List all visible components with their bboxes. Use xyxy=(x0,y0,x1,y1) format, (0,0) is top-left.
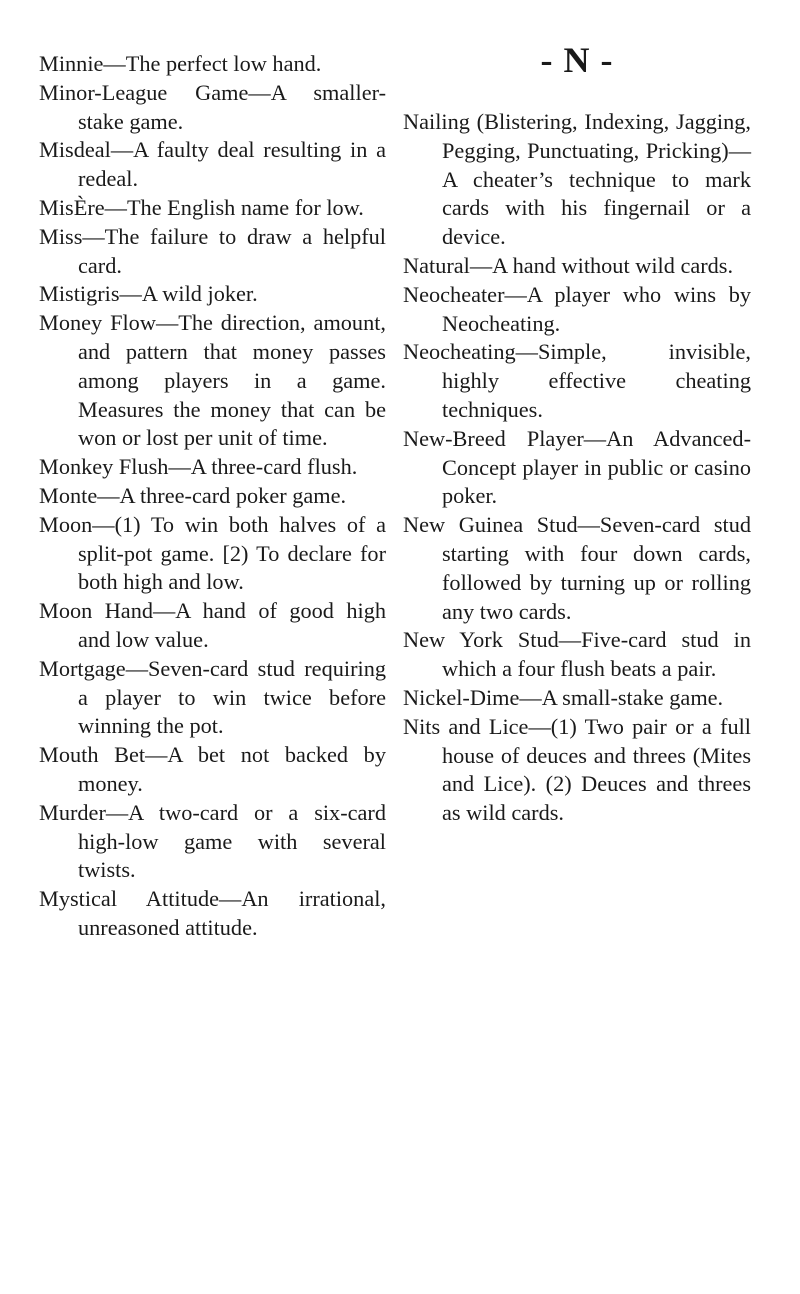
entry-term: Monkey Flush xyxy=(39,454,169,480)
entry-definition: An Advanced-Concept player in public or casino poker. xyxy=(442,425,751,509)
entry-term: Murder xyxy=(39,799,106,825)
entry-term: Nickel-Dime xyxy=(403,684,520,710)
entry-definition: A three-card poker game. xyxy=(119,482,347,508)
entry-separator: — xyxy=(92,511,115,537)
entry-definition: A hand without wild cards. xyxy=(492,252,734,278)
entry-separator: — xyxy=(155,310,179,336)
entry-term: New Guinea Stud xyxy=(403,512,578,538)
entry-term: Natural xyxy=(403,252,470,278)
entry-term: Monte xyxy=(39,482,98,508)
glossary-entry-moon xyxy=(39,511,386,597)
entry-separator: — xyxy=(528,713,551,739)
entry-term: Nits and Lice xyxy=(403,713,529,739)
right-column xyxy=(403,36,751,828)
entry-separator: — xyxy=(125,655,148,681)
entry-separator: — xyxy=(82,223,105,249)
entry-definition: A smaller-stake game. xyxy=(78,79,386,134)
entry-definition: A player who wins by Neocheating. xyxy=(442,281,751,336)
glossary-entry-murder xyxy=(39,799,386,885)
entry-separator: — xyxy=(145,742,168,768)
glossary-entry-neocheater xyxy=(403,281,751,339)
entry-definition: A small-stake game. xyxy=(541,684,724,710)
glossary-entry-mistigris xyxy=(39,280,386,309)
glossary-entry-mystical-attitude xyxy=(39,885,386,943)
entry-separator: — xyxy=(469,252,493,278)
entry-separator: — xyxy=(153,598,176,624)
entry-definition: A hand of good high and low value. xyxy=(78,598,387,652)
entry-term: Mystical Attitude xyxy=(39,886,220,912)
entry-separator: — xyxy=(110,137,134,163)
entry-definition: Five-card stud in which a four flush beats a pair. xyxy=(442,627,752,682)
entry-definition: A wild joker. xyxy=(141,281,258,307)
entry-separator: — xyxy=(515,339,538,365)
entry-definition: The failure to draw a helpful card. xyxy=(78,223,386,278)
entry-definition: The direction, amount, and pattern that money passes among players in a game. Measures the money that can be won or lost per unit of time. xyxy=(78,310,387,451)
glossary-entry-money-flow xyxy=(39,309,386,453)
glossary-entry-new-york-stud xyxy=(403,626,751,684)
entry-definition: An irrational, unreasoned attitude. xyxy=(78,886,386,940)
glossary-entry-minnie xyxy=(39,50,386,79)
entry-term: Nailing (Blistering, Indexing, Jagging, Pegging, Punctuating, Pricking) xyxy=(403,109,751,163)
entry-term: Miss xyxy=(39,223,83,249)
entry-term: Minnie xyxy=(39,51,104,76)
glossary-entry-nailing xyxy=(403,108,751,252)
glossary-entry-misdeal xyxy=(39,136,386,194)
entry-term: New York Stud xyxy=(403,627,559,653)
entry-separator: — xyxy=(583,425,607,451)
entry-separator: — xyxy=(104,194,127,220)
glossary-entry-neocheating xyxy=(403,338,751,424)
entry-separator: — xyxy=(519,684,542,710)
entry-definition: Seven-card stud requiring a player to win twice before winning the pot. xyxy=(78,655,386,739)
entry-definition: The English name for low. xyxy=(126,194,364,220)
entry-definition: Simple, invisible, highly effective cheating techniques. xyxy=(442,339,751,422)
entry-term: Misdeal xyxy=(39,137,111,163)
entry-separator: — xyxy=(97,482,120,508)
glossary-entry-nickel-dime xyxy=(403,684,751,713)
entry-definition: A three-card flush. xyxy=(190,454,358,480)
glossary-entry-miss xyxy=(39,223,386,281)
glossary-entry-minor-league-game xyxy=(39,79,386,137)
entry-separator: — xyxy=(168,454,191,480)
glossary-entry-monkey-flush xyxy=(39,453,386,482)
entry-term: New-Breed Player xyxy=(403,425,584,451)
entry-separator: — xyxy=(504,281,527,307)
entry-term: Money Flow xyxy=(39,310,156,336)
glossary-entry-mouth-bet xyxy=(39,741,386,799)
glossary-entry-misere xyxy=(39,194,386,223)
entry-term: Mistigris xyxy=(39,281,120,307)
entry-definition: (1) Two pair or a full house of deuces and threes (Mites and Lice). (2) Deuces and threes as wild cards. xyxy=(442,713,751,826)
entry-definition: A bet not backed by money. xyxy=(78,742,386,796)
entry-definition: (1) To win both halves of a split-pot game. [2) To declare for both high and low. xyxy=(78,511,386,595)
entry-separator: — xyxy=(558,627,582,653)
entry-definition: A cheater’s technique to mark cards with his fingernail or a device. xyxy=(442,166,751,250)
entry-separator: — xyxy=(577,512,600,538)
entry-term: Mortgage xyxy=(39,655,126,681)
entry-definition: Seven-card stud starting with four down cards, followed by turning up or rolling any two cards. xyxy=(442,512,751,624)
entry-definition: A faulty deal resulting in a redeal. xyxy=(78,137,386,192)
entry-separator: — xyxy=(219,886,242,912)
entry-term: Moon xyxy=(39,511,93,537)
entry-term: Neocheating xyxy=(403,339,516,365)
section-heading: - N - xyxy=(540,40,614,80)
entry-separator: — xyxy=(119,281,142,307)
entry-separator: — xyxy=(728,137,751,163)
glossary-entry-moon-hand xyxy=(39,597,386,655)
entry-term: Neocheater xyxy=(403,281,505,307)
glossary-entry-natural xyxy=(403,252,751,281)
entry-term: Moon Hand xyxy=(39,598,153,624)
glossary-entry-mortgage xyxy=(39,655,386,741)
entry-term: Minor-League Game xyxy=(39,79,249,105)
entry-term: Mouth Bet xyxy=(39,742,146,768)
entry-separator: — xyxy=(248,79,271,105)
glossary-entry-new-guinea-stud xyxy=(403,511,751,626)
glossary-entry-new-breed-player xyxy=(403,425,751,511)
entry-definition: The perfect low hand. xyxy=(125,51,322,76)
left-column xyxy=(39,50,386,943)
glossary-entry-monte xyxy=(39,482,386,511)
entry-term: MisÈre xyxy=(39,194,105,220)
entry-definition: A two-card or a six-card high-low game with several twists. xyxy=(78,799,386,883)
entry-separator: — xyxy=(105,799,129,825)
glossary-entry-nits-and-lice xyxy=(403,713,751,828)
entry-separator: — xyxy=(103,51,126,76)
